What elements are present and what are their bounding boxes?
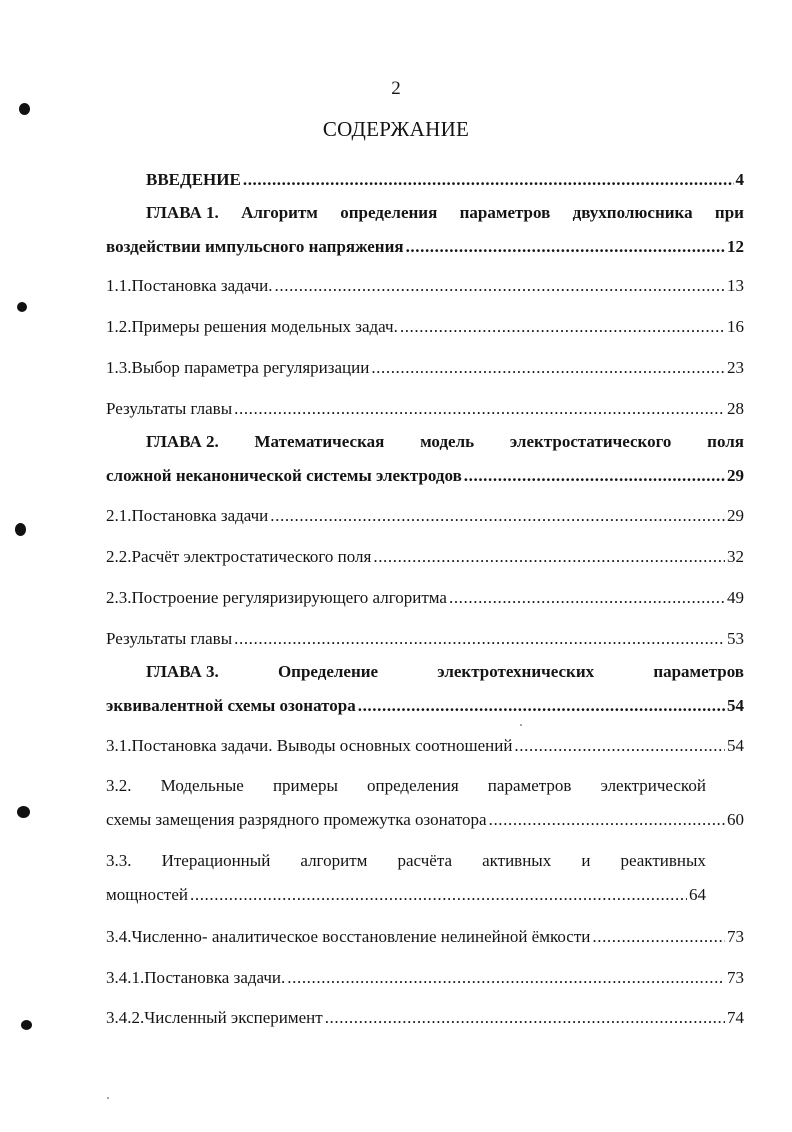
toc-word: определения xyxy=(340,203,438,222)
toc-entry-3-4-2[interactable] xyxy=(106,1007,744,1029)
toc-entry-label: Постановка задачи. xyxy=(131,276,273,295)
toc-entry-label: воздействии импульсного напряжения xyxy=(106,237,404,256)
section-number: 2.1. xyxy=(106,506,132,525)
dot-leader xyxy=(371,357,725,379)
toc-page-number: 73 xyxy=(727,968,744,987)
toc-word: Модельные xyxy=(160,776,244,795)
toc-page-number: 53 xyxy=(727,629,744,648)
toc-entry-3-3[interactable] xyxy=(106,850,744,906)
toc-page-number: 16 xyxy=(727,317,744,336)
dot-leader xyxy=(449,587,725,609)
dot-leader xyxy=(489,809,725,831)
section-number: 3.2. xyxy=(106,776,132,795)
dot-leader xyxy=(234,628,725,650)
section-number: 3.3. xyxy=(106,851,132,870)
toc-page-number: 32 xyxy=(727,547,744,566)
scan-mark xyxy=(17,302,27,312)
toc-entry-label: схемы замещения разрядного промежутка озонатора xyxy=(106,810,487,829)
section-number: 3.4. xyxy=(106,927,132,946)
toc-page-number: 74 xyxy=(727,1008,744,1027)
toc-word: расчёта xyxy=(397,851,452,870)
toc-word: модель xyxy=(420,432,475,451)
toc-word: параметров xyxy=(487,776,572,795)
section-number: 1.2. xyxy=(106,317,132,336)
toc-page-number: 13 xyxy=(727,276,744,295)
toc-page-number: 54 xyxy=(727,736,744,755)
toc-entry-label: Постановка задачи. Выводы основных соотношений xyxy=(131,736,513,755)
toc-entry-label: Постановка задачи. xyxy=(144,968,286,987)
toc-page-number: 28 xyxy=(727,399,744,418)
toc-word: Математическая xyxy=(254,432,385,451)
toc-entry-3-1[interactable] xyxy=(106,735,744,757)
toc-page-number: 29 xyxy=(727,506,744,525)
toc-entry-label: Расчёт электростатического поля xyxy=(131,547,372,566)
toc-word: ГЛАВА 3. xyxy=(146,662,219,681)
toc-entry-2-3[interactable] xyxy=(106,587,744,609)
section-number: 1.1. xyxy=(106,276,132,295)
toc-word: Алгоритм xyxy=(241,203,318,222)
scan-mark xyxy=(15,523,26,536)
dot-leader xyxy=(287,967,725,989)
scan-speck xyxy=(107,1097,109,1099)
toc-word: Итерационный xyxy=(161,851,271,870)
toc-word: двухполюсника xyxy=(572,203,693,222)
toc-entry-label: Численный эксперимент xyxy=(144,1008,323,1027)
toc-page-number: 73 xyxy=(727,927,744,946)
section-number: 1.3. xyxy=(106,358,132,377)
toc-word: активных xyxy=(482,851,552,870)
section-number: 3.4.2. xyxy=(106,1008,145,1027)
toc-entry-3-4[interactable] xyxy=(106,926,744,948)
toc-word: электрической xyxy=(600,776,706,795)
toc-entry-chapter-1-results[interactable] xyxy=(106,398,744,420)
toc-word: при xyxy=(714,203,744,222)
scan-mark xyxy=(21,1020,32,1030)
dot-leader xyxy=(373,546,725,568)
toc-entry-label: Постановка задачи xyxy=(131,506,269,525)
toc-entry-label: эквивалентной схемы озонатора xyxy=(106,696,356,715)
dot-leader xyxy=(400,316,725,338)
toc-entry-label: Примеры решения модельных задач. xyxy=(131,317,398,336)
scan-mark xyxy=(17,806,30,818)
toc-entry-chapter-2-results[interactable] xyxy=(106,628,744,650)
toc-entry-label: мощностей xyxy=(106,885,188,904)
toc-page-number: 12 xyxy=(727,237,744,256)
toc-entry-chapter-2[interactable] xyxy=(106,431,744,487)
page-title: СОДЕРЖАНИЕ xyxy=(322,117,470,141)
toc-word: Определение xyxy=(277,662,379,681)
dot-leader xyxy=(190,884,687,906)
toc-word: примеры xyxy=(272,776,338,795)
dot-leader xyxy=(358,695,725,717)
dot-leader xyxy=(325,1007,725,1029)
scan-mark xyxy=(19,103,30,115)
dot-leader xyxy=(234,398,725,420)
toc-entry-label: ВВЕДЕНИЕ xyxy=(146,170,241,189)
toc-page-number: 4 xyxy=(735,170,744,189)
toc-page-number: 29 xyxy=(727,466,744,485)
toc-entry-introduction[interactable] xyxy=(146,169,744,191)
toc-word: параметров xyxy=(653,662,744,681)
toc-word: ГЛАВА 2. xyxy=(146,432,219,451)
toc-entry-label: Построение регуляризирующего алгоритма xyxy=(131,588,447,607)
toc-word: параметров xyxy=(459,203,551,222)
section-number: 3.1. xyxy=(106,736,132,755)
section-number: 2.3. xyxy=(106,588,132,607)
toc-page-number: 60 xyxy=(727,810,744,829)
toc-entry-2-2[interactable] xyxy=(106,546,744,568)
toc-entry-chapter-3[interactable] xyxy=(106,661,744,717)
toc-entry-1-1[interactable] xyxy=(106,275,744,297)
scan-speck xyxy=(520,724,522,726)
toc-page-number: 54 xyxy=(727,696,744,715)
dot-leader xyxy=(270,505,725,527)
toc-word: определения xyxy=(367,776,459,795)
toc-entry-3-2[interactable] xyxy=(106,775,744,831)
toc-word: поля xyxy=(707,432,744,451)
toc-entry-label: Результаты главы xyxy=(106,399,233,418)
toc-page-number: 23 xyxy=(727,358,744,377)
toc-entry-1-3[interactable] xyxy=(106,357,744,379)
section-number: 2.2. xyxy=(106,547,132,566)
toc-word: и xyxy=(581,851,591,870)
toc-entry-1-2[interactable] xyxy=(106,316,744,338)
toc-word: электростатического xyxy=(509,432,672,451)
toc-page-number: 49 xyxy=(727,588,744,607)
dot-leader xyxy=(243,169,734,191)
toc-word: алгоритм xyxy=(300,851,368,870)
toc-entry-label: Выбор параметра регуляризации xyxy=(131,358,370,377)
section-number: 3.4.1. xyxy=(106,968,145,987)
dot-leader xyxy=(592,926,725,948)
toc-entry-label: сложной неканонической системы электродов xyxy=(106,466,462,485)
dot-leader xyxy=(275,275,725,297)
page-number: 2 xyxy=(391,78,401,99)
toc-word: реактивных xyxy=(620,851,706,870)
toc-entry-2-1[interactable] xyxy=(106,505,744,527)
toc-word: электротехнических xyxy=(437,662,595,681)
toc-page-number: 64 xyxy=(689,885,706,904)
toc-entry-label: Результаты главы xyxy=(106,629,233,648)
toc-entry-label: Численно- аналитическое восстановление нелинейной ёмкости xyxy=(131,927,591,946)
toc-word: ГЛАВА 1. xyxy=(146,203,219,222)
dot-leader xyxy=(464,465,725,487)
dot-leader xyxy=(406,236,725,258)
toc-entry-chapter-1[interactable] xyxy=(106,202,744,258)
dot-leader xyxy=(514,735,725,757)
toc-entry-3-4-1[interactable] xyxy=(106,967,744,989)
